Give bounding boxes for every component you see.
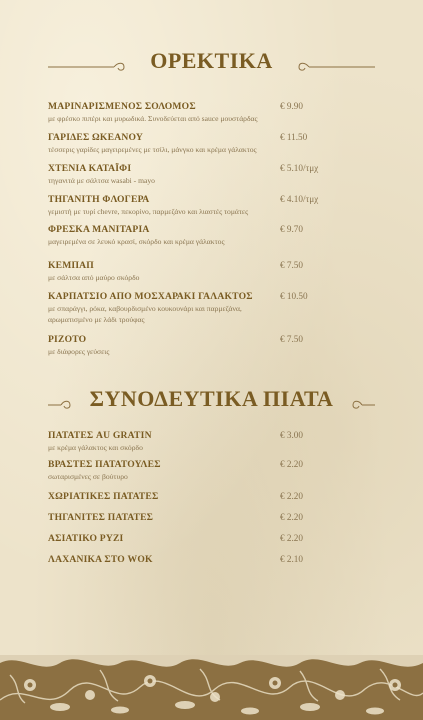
item-price: € 5.10/τμχ: [280, 163, 319, 173]
menu-item: [48, 291, 378, 325]
menu-item: [48, 224, 378, 247]
menu-item: [48, 459, 378, 482]
section-title-side-dishes: ΣΥΝΟΔΕΥΤΙΚΑ ΠΙΑΤΑ: [89, 386, 334, 411]
item-description: με φρέσκο πιπέρι και μυρωδικά. Συνοδεύεται από sauce μουστάρδας: [48, 114, 258, 123]
item-price: € 2.20: [280, 533, 303, 543]
item-description: με σπαράγγι, ρόκα, καβουρδισμένο κουκουνάρι και παρμεζάνα, αρωματισμένο με λάδι τρούφας: [48, 304, 242, 324]
item-name: ΤΗΓΑΝΙΤΕΣ ΠΑΤΑΤΕΣ: [48, 512, 154, 523]
item-price: € 4.10/τμχ: [280, 194, 319, 204]
menu-item: [48, 430, 378, 453]
item-name: ΚΕΜΠΑΠ: [48, 260, 94, 271]
item-name: ΡΙΖΟΤΟ: [48, 334, 87, 345]
menu-item: [48, 491, 378, 502]
item-price: € 9.90: [280, 101, 303, 111]
item-price: € 7.50: [280, 334, 303, 344]
menu-item: [48, 163, 378, 186]
menu-item: [48, 533, 378, 544]
item-price: € 7.50: [280, 260, 303, 270]
item-description: με σάλτσα από μαύρο σκόρδο: [48, 273, 140, 282]
item-price: € 2.20: [280, 491, 303, 501]
item-name: ΧΤΕΝΙΑ ΚΑΤΑΪΦΙ: [48, 163, 132, 174]
item-description: με διάφορες γεύσεις: [48, 347, 110, 356]
item-name: ΒΡΑΣΤΕΣ ΠΑΤΑΤΟΥΛΕΣ: [48, 459, 161, 470]
menu-item: [48, 512, 378, 523]
item-name: ΤΗΓΑΝΙΤΗ ΦΛΟΓΕΡΑ: [48, 194, 150, 205]
menu-item: [48, 334, 378, 357]
item-price: € 2.10: [280, 554, 303, 564]
section-title-appetizers: ΟΡΕΚΤΙΚΑ: [150, 48, 273, 73]
menu-item: [48, 101, 378, 124]
menu-item: [48, 554, 378, 565]
item-description: με κρέμα γάλακτος και σκόρδο: [48, 443, 143, 452]
item-description: μαγειρεμένα σε λευκό κρασί, σκόρδο και κρέμα γάλακτος: [48, 237, 225, 246]
item-name: ΛΑΧΑΝΙΚΑ ΣΤΟ WOK: [48, 554, 153, 565]
item-name: ΠΑΤΑΤΕΣ AU GRATIN: [48, 430, 152, 441]
item-description: γεμιστή με τυρί chevre, πεκορίνο, παρμεζάνο και λιαστές τομάτες: [48, 207, 249, 216]
item-price: € 9.70: [280, 224, 303, 234]
item-price: € 2.20: [280, 459, 303, 469]
menu-item: [48, 260, 378, 283]
flourish-right-icon: [351, 398, 375, 412]
item-price: € 10.50: [280, 291, 308, 301]
item-name: ΧΩΡΙΑΤΙΚΕΣ ΠΑΤΑΤΕΣ: [48, 491, 159, 502]
item-description: τηγανιτά με σάλτσα wasabi - mayo: [48, 176, 155, 185]
item-price: € 3.00: [280, 430, 303, 440]
menu-item: [48, 132, 378, 155]
item-name: ΜΑΡΙΝΑΡΙΣΜΕΝΟΣ ΣΟΛΟΜΟΣ: [48, 101, 196, 112]
item-name: ΦΡΕΣΚΑ ΜΑΝΙΤΑΡΙΑ: [48, 224, 150, 235]
item-price: € 2.20: [280, 512, 303, 522]
flourish-right-icon: [297, 60, 375, 74]
item-name: ΚΑΡΠΑΤΣΙΟ ΑΠΟ ΜΟΣΧΑΡΑΚΙ ΓΑΛΑΚΤΟΣ: [48, 291, 253, 302]
menu-item: [48, 194, 378, 217]
item-description: σωταρισμένες σε βούτυρο: [48, 472, 128, 481]
item-description: τέσσερις γαρίδες μαγειρεμένες με τσίλι, μάνγκο και κρέμα γάλακτος: [48, 145, 257, 154]
item-price: € 11.50: [280, 132, 308, 142]
item-name: ΑΣΙΑΤΙΚΟ ΡΥΖΙ: [48, 533, 124, 544]
floral-border-ornament: [0, 655, 423, 720]
item-name: ΓΑΡΙΔΕΣ ΩΚΕΑΝΟΥ: [48, 132, 143, 143]
